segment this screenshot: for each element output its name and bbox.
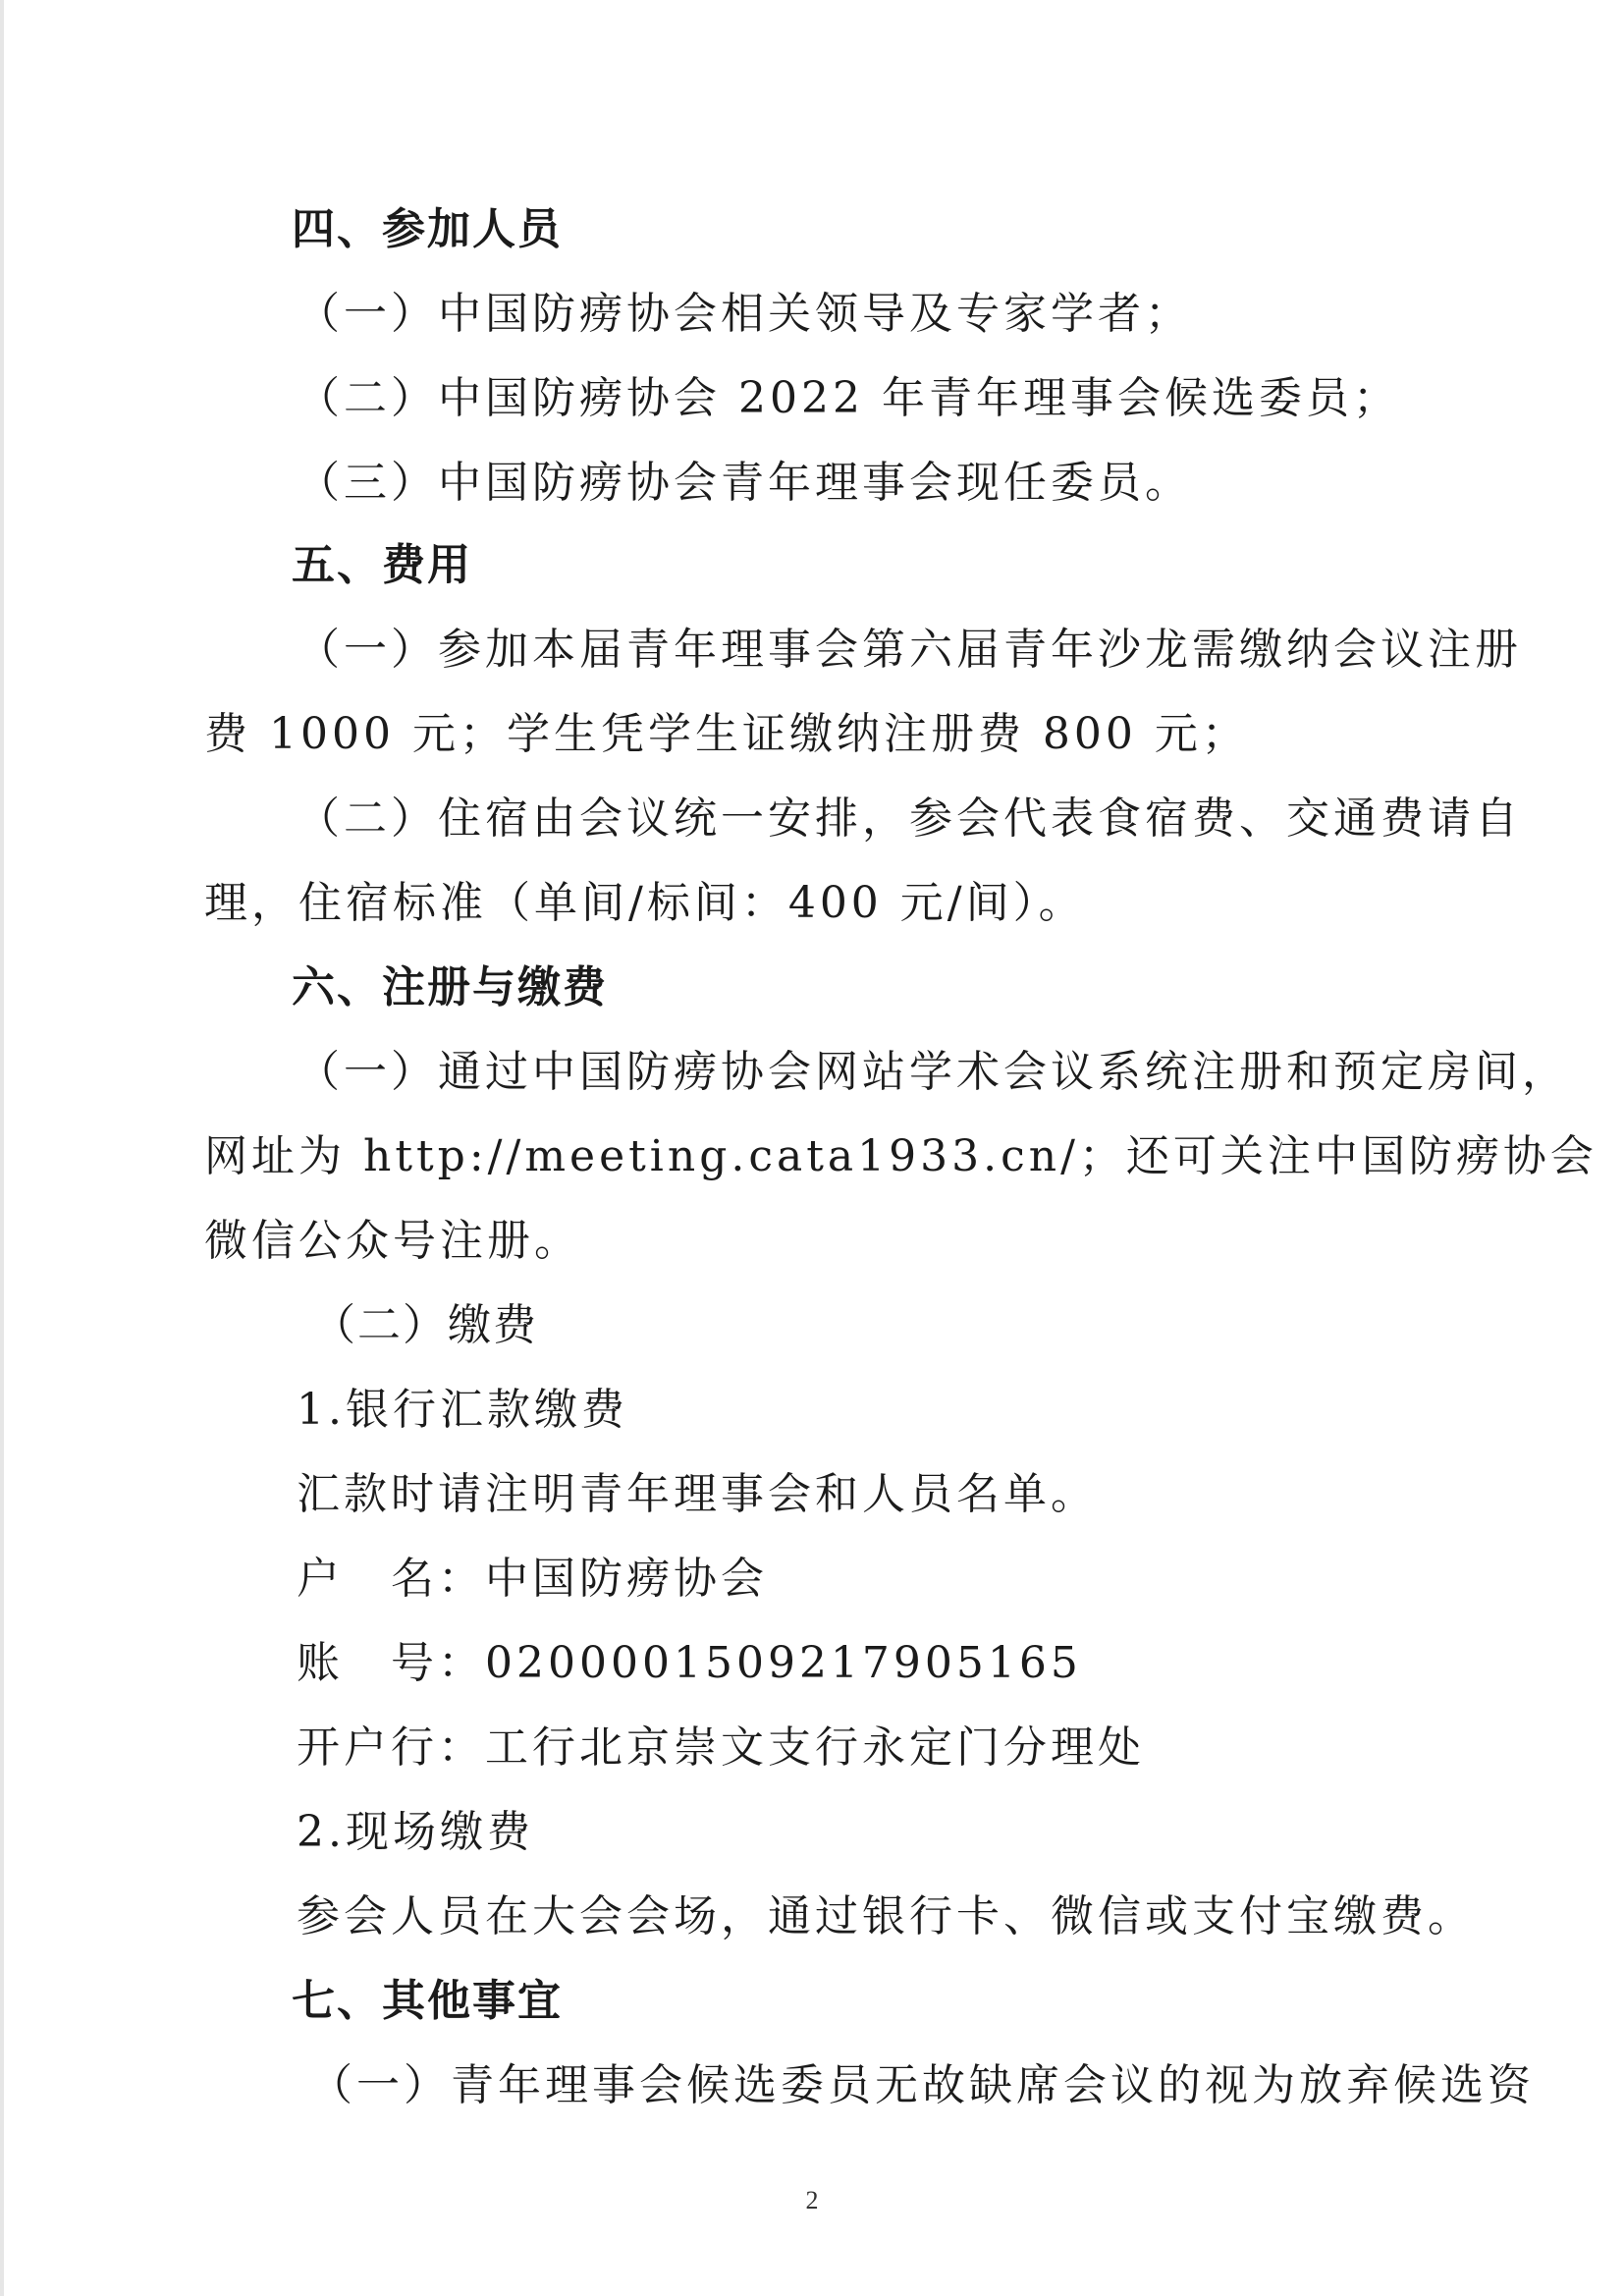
section-heading-other: 七、其他事宜 bbox=[292, 1976, 563, 2026]
bank-transfer-note: 汇款时请注明青年理事会和人员名单。 bbox=[297, 1469, 1098, 1519]
participant-item: （三）中国防痨协会青年理事会现任委员。 bbox=[297, 458, 1192, 508]
bank-branch: 开户行：工行北京崇文支行永定门分理处 bbox=[297, 1722, 1145, 1773]
onsite-payment-note: 参会人员在大会会场，通过银行卡、微信或支付宝缴费。 bbox=[297, 1891, 1475, 1941]
fee-line: 费 1000 元；学生凭学生证缴纳注册费 800 元； bbox=[204, 709, 1249, 759]
fee-line: （一）参加本届青年理事会第六届青年沙龙需缴纳会议注册 bbox=[297, 625, 1522, 675]
section-heading-fees: 五、费用 bbox=[292, 540, 472, 590]
other-line: （一）青年理事会候选委员无故缺席会议的视为放弃候选资 bbox=[309, 2060, 1535, 2110]
section-heading-registration: 六、注册与缴费 bbox=[292, 962, 608, 1012]
bank-transfer-title: 1.银行汇款缴费 bbox=[297, 1385, 628, 1435]
account-name: 户 名：中国防痨协会 bbox=[297, 1554, 768, 1604]
fee-line: 理，住宿标准（单间/标间：400 元/间）。 bbox=[204, 878, 1086, 928]
payment-sub-heading: （二）缴费 bbox=[312, 1300, 538, 1350]
registration-line: 微信公众号注册。 bbox=[204, 1216, 581, 1266]
registration-line: （一）通过中国防痨协会网站学术会议系统注册和预定房间， bbox=[297, 1047, 1569, 1097]
section-heading-participants: 四、参加人员 bbox=[292, 204, 563, 254]
fee-line: （二）住宿由会议统一安排，参会代表食宿费、交通费请自 bbox=[297, 793, 1522, 844]
account-number: 账 号：0200001509217905165 bbox=[297, 1638, 1082, 1688]
participant-item: （一）中国防痨协会相关领导及专家学者； bbox=[297, 289, 1192, 339]
page-number: 2 bbox=[805, 2186, 819, 2214]
scan-edge bbox=[0, 0, 4, 2296]
registration-line: 网址为 http://meeting.cata1933.cn/；还可关注中国防痨协会 bbox=[204, 1131, 1597, 1181]
participant-item: （二）中国防痨协会 2022 年青年理事会候选委员； bbox=[297, 373, 1400, 423]
onsite-payment-title: 2.现场缴费 bbox=[297, 1807, 534, 1857]
